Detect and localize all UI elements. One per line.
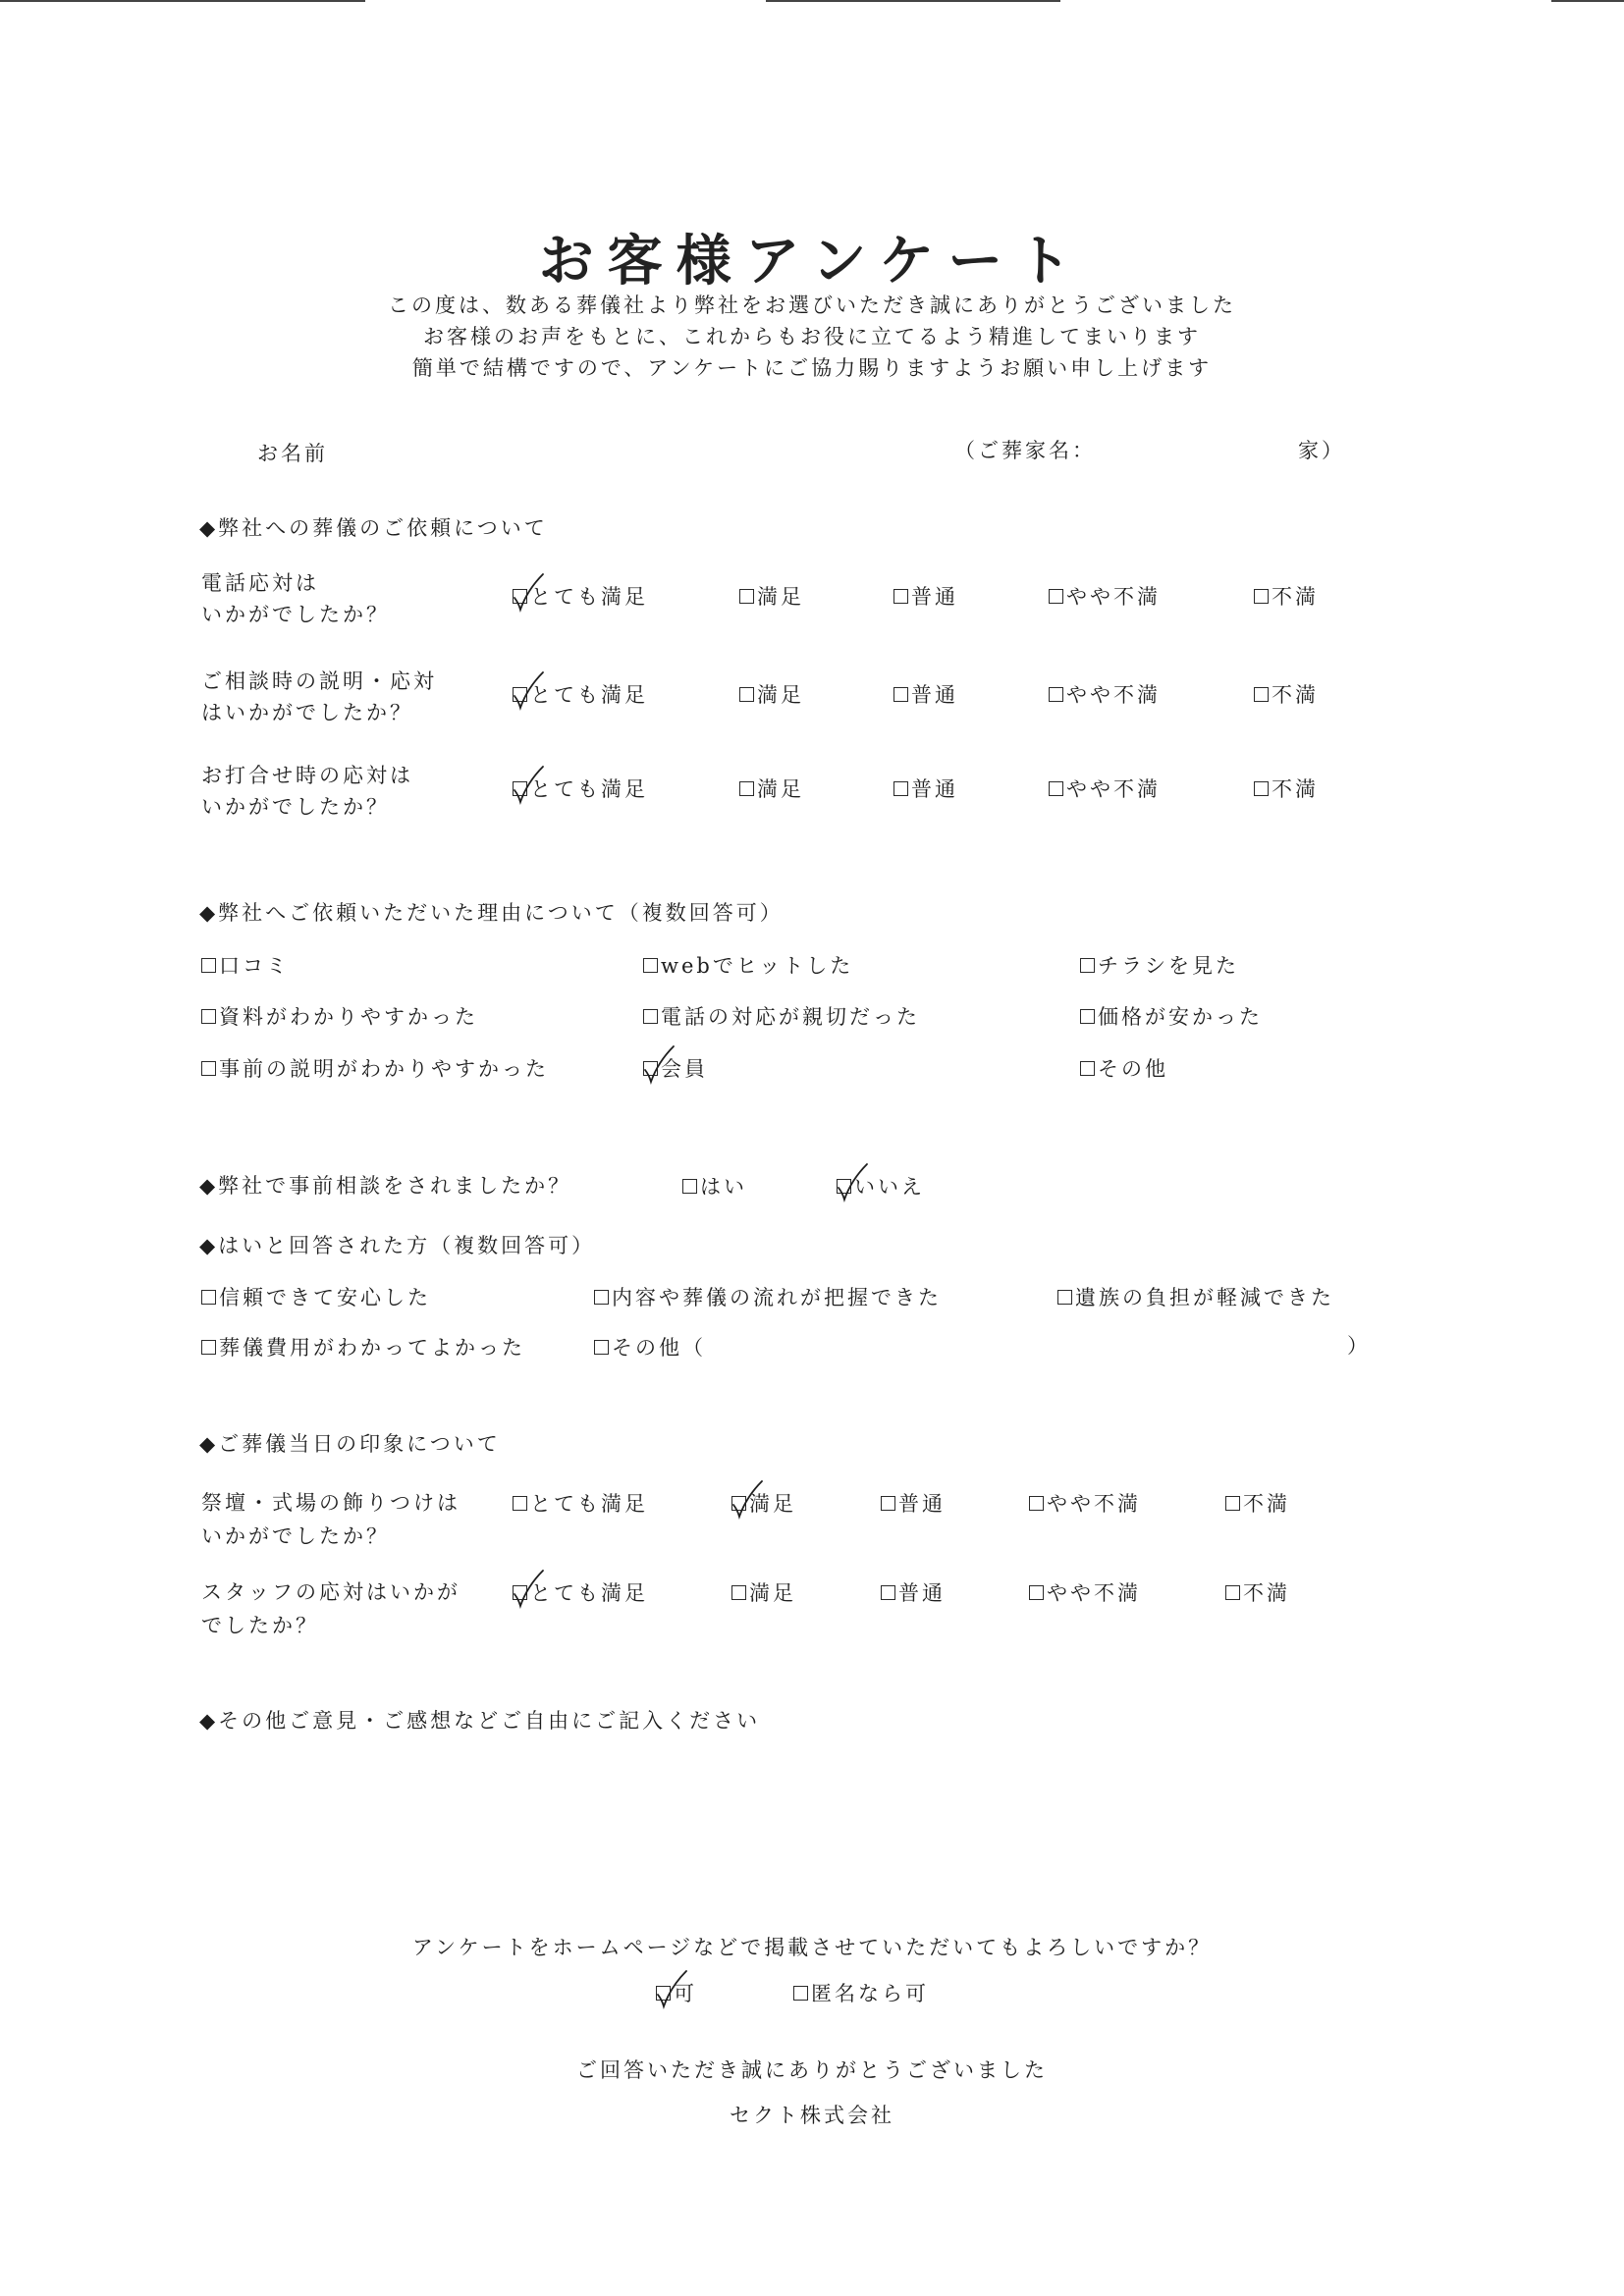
rating-option[interactable] — [513, 679, 648, 709]
checkbox[interactable] — [594, 1290, 609, 1305]
question-text: いかがでしたか？ — [201, 795, 390, 819]
checkbox[interactable] — [739, 687, 754, 702]
question-text: いかがでしたか？ — [201, 1524, 390, 1548]
checkbox[interactable] — [201, 1290, 216, 1305]
followup-option[interactable] — [201, 1282, 431, 1311]
checkbox[interactable] — [1057, 1290, 1072, 1305]
option-label: 満足 — [757, 683, 804, 707]
option-label: チラシを見た — [1098, 954, 1239, 978]
checkbox[interactable] — [1080, 958, 1095, 973]
checkbox[interactable] — [739, 589, 754, 604]
checkbox[interactable] — [1049, 687, 1063, 702]
option-label: 満足 — [749, 1492, 796, 1516]
option-label: 匿名なら可 — [811, 1982, 929, 2005]
closing-thanks: ご回答いただき誠にありがとうございました — [576, 2058, 1048, 2082]
checkbox[interactable] — [731, 1585, 746, 1600]
publish-option[interactable] — [793, 1978, 929, 2007]
scan-edge-mark — [766, 0, 1060, 2]
option-label: 価格が安かった — [1098, 1005, 1263, 1029]
intro-line: お客様のお声をもとに、これからもお役に立てるよう精進してまいります — [423, 325, 1201, 348]
option-label: 葬儀費用がわかってよかった — [219, 1336, 525, 1360]
scan-edge-mark — [1551, 0, 1624, 2]
rating-option[interactable] — [513, 1488, 648, 1518]
rating-option[interactable] — [513, 774, 648, 803]
option-label: はい — [700, 1175, 747, 1199]
option-label: 会員 — [661, 1057, 708, 1081]
scan-edge-mark — [0, 0, 365, 2]
checkbox[interactable] — [1049, 589, 1063, 604]
check-mark-icon — [512, 765, 545, 804]
question-text: 電話応対は — [201, 571, 319, 595]
option-label: やや不満 — [1066, 777, 1161, 801]
rating-option[interactable] — [739, 679, 804, 709]
option-label: 普通 — [911, 585, 958, 609]
rating-option[interactable] — [739, 581, 804, 611]
option-label: 不満 — [1272, 585, 1319, 609]
option-label: 普通 — [898, 1492, 946, 1516]
question-text: でしたか？ — [201, 1614, 319, 1637]
rating-option[interactable] — [1225, 1488, 1290, 1518]
checkbox[interactable] — [594, 1340, 609, 1355]
followup-option[interactable] — [594, 1282, 942, 1311]
option-label: とても満足 — [530, 585, 648, 609]
rating-option[interactable] — [1049, 581, 1161, 611]
option-label: 満足 — [749, 1581, 796, 1605]
other-close-paren: ） — [1347, 1334, 1371, 1358]
option-label: 遺族の負担が軽減できた — [1075, 1286, 1334, 1309]
option-label: 満足 — [757, 777, 804, 801]
option-label: 不満 — [1243, 1492, 1290, 1516]
reason-option[interactable] — [201, 1001, 478, 1031]
checkbox[interactable] — [1049, 781, 1063, 796]
checkbox[interactable] — [881, 1585, 895, 1600]
publish-option[interactable] — [656, 1978, 697, 2007]
option-label: 口コミ — [219, 954, 290, 978]
reason-option[interactable] — [643, 1001, 920, 1031]
checkbox[interactable] — [513, 781, 527, 796]
option-label: webでヒットした — [661, 954, 854, 978]
option-label: 可 — [674, 1982, 697, 2005]
check-mark-icon — [731, 1479, 764, 1519]
option-label: やや不満 — [1047, 1581, 1141, 1605]
check-mark-icon — [655, 1969, 688, 2008]
checkbox[interactable] — [513, 589, 527, 604]
check-mark-icon — [836, 1162, 869, 1201]
checkbox[interactable] — [1080, 1009, 1095, 1024]
reason-option[interactable] — [201, 1053, 549, 1083]
reason-option[interactable] — [643, 950, 853, 980]
option-label: 資料がわかりやすかった — [219, 1005, 478, 1029]
checkbox[interactable] — [201, 1340, 216, 1355]
option-label: 内容や葬儀の流れが把握できた — [612, 1286, 942, 1309]
comments-area[interactable] — [199, 1747, 1378, 1904]
rating-option[interactable] — [739, 774, 804, 803]
option-label: 不満 — [1272, 683, 1319, 707]
option-label: 普通 — [898, 1581, 946, 1605]
followup-option[interactable] — [201, 1332, 525, 1362]
checkbox[interactable] — [1225, 1585, 1240, 1600]
option-label: 電話の対応が親切だった — [661, 1005, 920, 1029]
reason-option[interactable] — [643, 1053, 708, 1083]
reason-option[interactable] — [1080, 950, 1239, 980]
option-label: 普通 — [911, 777, 958, 801]
intro-line: 簡単で結構ですので、アンケートにご協力賜りますようお願い申し上げます — [411, 356, 1213, 380]
checkbox[interactable] — [1029, 1496, 1044, 1511]
checkbox[interactable] — [643, 1009, 658, 1024]
checkbox[interactable] — [1254, 687, 1269, 702]
option-label: その他 — [1098, 1057, 1168, 1081]
section-heading-impression: ◆ご葬儀当日の印象について — [199, 1432, 501, 1456]
option-label: やや不満 — [1066, 683, 1161, 707]
option-label: とても満足 — [530, 777, 648, 801]
reason-option[interactable] — [201, 950, 290, 980]
rating-option[interactable] — [881, 1488, 946, 1518]
question-text: いかがでしたか？ — [201, 603, 390, 626]
rating-option[interactable] — [893, 581, 958, 611]
checkbox[interactable] — [201, 1009, 216, 1024]
option-label: 信頼できて安心した — [219, 1286, 431, 1309]
check-mark-icon — [512, 670, 545, 710]
checkbox[interactable] — [739, 781, 754, 796]
rating-option[interactable] — [1029, 1577, 1141, 1607]
checkbox[interactable] — [1254, 781, 1269, 796]
rating-option[interactable] — [881, 1577, 946, 1607]
section-heading-comments: ◆その他ご意見・ご感想などご自由にご記入ください — [199, 1709, 761, 1733]
page-title: お客様アンケート — [538, 229, 1086, 294]
checkbox[interactable] — [1254, 589, 1269, 604]
checkbox[interactable] — [201, 1061, 216, 1076]
intro-line: この度は、数ある葬儀社より弊社をお選びいただき誠にありがとうございました — [388, 294, 1236, 317]
option-label: とても満足 — [530, 1581, 648, 1605]
checkbox[interactable] — [893, 781, 908, 796]
checkbox[interactable] — [893, 687, 908, 702]
rating-option[interactable] — [731, 1488, 796, 1518]
rating-option[interactable] — [1049, 679, 1161, 709]
option-label: 事前の説明がわかりやすかった — [219, 1057, 549, 1081]
option-label: とても満足 — [530, 683, 648, 707]
option-label: 満足 — [757, 585, 804, 609]
option-label: 普通 — [911, 683, 958, 707]
question-text: 祭壇・式場の飾りつけは — [201, 1491, 460, 1515]
rating-option[interactable] — [1254, 581, 1319, 611]
check-mark-icon — [642, 1044, 676, 1084]
checkbox[interactable] — [513, 1496, 527, 1511]
reason-option[interactable] — [1080, 1001, 1263, 1031]
reason-option[interactable] — [1080, 1053, 1168, 1083]
rating-option[interactable] — [513, 581, 648, 611]
question-text: ご相談時の説明・応対 — [201, 669, 437, 693]
checkbox[interactable] — [1029, 1585, 1044, 1600]
checkbox[interactable] — [201, 958, 216, 973]
check-mark-icon — [512, 572, 545, 612]
option-label: 不満 — [1243, 1581, 1290, 1605]
checkbox[interactable] — [731, 1496, 746, 1511]
rating-option[interactable] — [731, 1577, 796, 1607]
checkbox[interactable] — [881, 1496, 895, 1511]
followup-option[interactable] — [594, 1332, 706, 1362]
publish-question: アンケートをホームページなどで掲載させていただいてもよろしいですか？ — [411, 1936, 1213, 1959]
checkbox[interactable] — [643, 958, 658, 973]
option-label: いいえ — [854, 1175, 925, 1199]
checkbox[interactable] — [837, 1179, 851, 1194]
rating-option[interactable] — [1225, 1577, 1290, 1607]
rating-option[interactable] — [1254, 679, 1319, 709]
checkbox[interactable] — [513, 1585, 527, 1600]
option-label: やや不満 — [1066, 585, 1161, 609]
section-heading-yes-followup: ◆はいと回答された方（複数回答可） — [199, 1234, 596, 1257]
question-text: はいかがでしたか？ — [201, 701, 413, 724]
section-heading-reasons: ◆弊社へご依頼いただいた理由について（複数回答可） — [199, 901, 784, 925]
checkbox[interactable] — [682, 1179, 697, 1194]
family-name-close: 家） — [1298, 439, 1345, 462]
rating-option[interactable] — [1029, 1488, 1141, 1518]
company-name: セクト株式会社 — [730, 2104, 894, 2127]
option-label: 不満 — [1272, 777, 1319, 801]
option-label: やや不満 — [1047, 1492, 1141, 1516]
checkbox[interactable] — [643, 1061, 658, 1076]
checkbox[interactable] — [656, 1986, 671, 2001]
checkbox[interactable] — [1080, 1061, 1095, 1076]
followup-option[interactable] — [1057, 1282, 1334, 1311]
checkbox[interactable] — [893, 589, 908, 604]
checkbox[interactable] — [513, 687, 527, 702]
question-text: スタッフの応対はいかが — [201, 1580, 460, 1604]
option-label: その他（ — [612, 1336, 706, 1360]
rating-option[interactable] — [893, 774, 958, 803]
consultation-yes[interactable] — [682, 1171, 747, 1201]
section-heading-request: ◆弊社への葬儀のご依頼について — [199, 516, 548, 540]
rating-option[interactable] — [893, 679, 958, 709]
rating-option[interactable] — [1049, 774, 1161, 803]
consultation-no[interactable] — [837, 1171, 925, 1201]
checkbox[interactable] — [793, 1986, 808, 2001]
question-text: お打合せ時の応対は — [201, 764, 413, 787]
name-label: お名前 — [257, 442, 328, 465]
rating-option[interactable] — [1254, 774, 1319, 803]
section-heading-consultation: ◆弊社で事前相談をされましたか？ — [199, 1174, 572, 1198]
check-mark-icon — [512, 1569, 545, 1608]
checkbox[interactable] — [1225, 1496, 1240, 1511]
rating-option[interactable] — [513, 1577, 648, 1607]
option-label: とても満足 — [530, 1492, 648, 1516]
family-name-open: （ご葬家名： — [954, 439, 1096, 462]
